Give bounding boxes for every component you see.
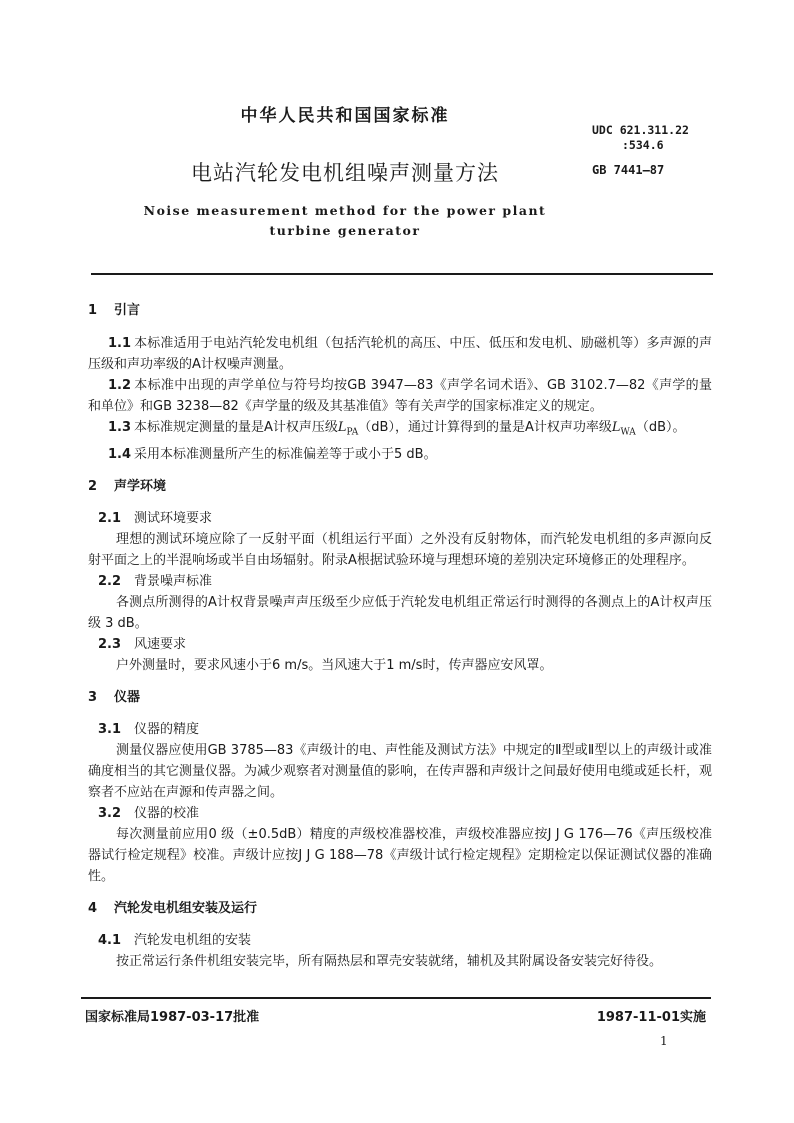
section-title: 引言 [114, 303, 141, 318]
clause-text: （dB）。 [635, 420, 686, 435]
clause-number: 1.4 [108, 446, 132, 462]
symbol-letter: L [337, 420, 347, 435]
symbol-subscript: PA [346, 427, 359, 438]
clause-2-3-heading [88, 634, 712, 655]
clause-1-1 [88, 333, 712, 375]
clause-3-1-heading [88, 719, 712, 740]
clause-number: 1.3 [108, 420, 132, 435]
clause-number: 2.1 [98, 510, 122, 526]
section-4-heading [88, 898, 712, 919]
clause-text: 采用本标准测量所产生的标准偏差等于或小于5 dB。 [134, 446, 437, 462]
title-en-line-2: turbine generator [269, 223, 421, 238]
clause-number: 3.1 [98, 721, 122, 737]
clause-number: 2.3 [98, 636, 122, 652]
section-number: 1 [88, 303, 98, 318]
clause-title: 汽轮发电机组的安装 [134, 932, 252, 948]
clause-4-1-heading [88, 930, 712, 951]
clause-1-3 [88, 417, 712, 444]
document-title-cn: 电站汽轮发电机组噪声测量方法 [191, 161, 499, 185]
standard-category-title: 中华人民共和国国家标准 [240, 106, 450, 126]
effective-date: 1987-11-01实施 [596, 1010, 706, 1025]
title-en-line-1: Noise measurement method for the power plant [143, 203, 547, 218]
clause-3-2-heading [88, 803, 712, 824]
clause-title: 仪器的精度 [134, 721, 200, 737]
document-body [88, 300, 712, 972]
clause-text: 本标准中出现的声学单位与符号均按GB 3947—83《声学名词术语》、GB 3102.7—82《声学的量和单位》和GB 3238—82《声学量的级及其基准值》等有关声学的国家标准定义的规定。 [88, 378, 712, 414]
clause-2-2-text: 各测点所测得的A计权背景噪声声压级至少应低于汽轮发电机组正常运行时测得的各测点上的A计权声压级 3 dB。 [88, 594, 712, 631]
section-2-heading [88, 476, 712, 497]
clause-number: 1.2 [108, 378, 132, 393]
clause-number: 3.2 [98, 805, 122, 821]
approval-date: 国家标准局1987-03-17批准 [85, 1010, 260, 1025]
clause-1-4 [88, 444, 712, 465]
clause-text: 本标准适用于电站汽轮发电机组（包括汽轮机的高压、中压、低压和发电机、励磁机等）多声源的声压级和声功率级的A计权噪声测量。 [88, 336, 712, 372]
section-1-heading [88, 300, 712, 321]
symbol-lpa [337, 420, 359, 438]
clause-title: 仪器的校准 [134, 805, 200, 821]
section-title: 汽轮发电机组安装及运行 [114, 900, 258, 916]
clause-number: 4.1 [98, 932, 122, 948]
section-title: 声学环境 [114, 478, 167, 494]
section-number: 3 [88, 689, 98, 705]
clause-3-2-text: 每次测量前应用0 级（±0.5dB）精度的声级校准器校准，声级校准器应按J J G 176—76《声压级校准器试行检定规程》校准。声级计应按J J G 188—78《声级计试行检定规程》定期检定以保证测试仪器的准确性。 [88, 826, 712, 884]
section-3-heading [88, 687, 712, 708]
section-number: 2 [88, 478, 98, 494]
clause-text: （dB），通过计算得到的量是A计权声功率级 [358, 420, 612, 435]
gb-number: GB 7441—87 [592, 163, 665, 177]
clause-3-1-text: 测量仪器应使用GB 3785—83《声级计的电、声性能及测试方法》中规定的Ⅱ型或Ⅱ型以上的声级计或准确度相当的其它测量仪器。为减少观察者对测量值的影响，在传声器和声级计之间最好使用电缆或延长杆，观察者不应站在声源和传声器之间。 [88, 742, 713, 800]
symbol-subscript: WA [620, 427, 636, 438]
document-title-en [0, 201, 690, 241]
page-number: 1 [660, 1034, 668, 1048]
clause-2-2-heading [88, 571, 712, 592]
section-title: 仪器 [114, 689, 141, 705]
udc-line-1: UDC 621.311.22 [592, 123, 689, 137]
header-divider [91, 273, 713, 275]
clause-2-1-text: 理想的测试环境应除了一反射平面（机组运行平面）之外没有反射物体，而汽轮发电机组的多声源向反射平面之上的半混响场或半自由场辐射。附录A根据试验环境与理想环境的差别决定环境修正的处理程序。 [88, 531, 712, 568]
clause-title: 测试环境要求 [134, 510, 213, 526]
footer-divider [81, 997, 711, 999]
clause-number: 2.2 [98, 573, 122, 589]
symbol-letter: L [611, 420, 621, 435]
symbol-lwa [611, 420, 636, 438]
clause-number: 1.1 [108, 336, 132, 351]
clause-1-2 [88, 375, 712, 417]
clause-text: 本标准规定测量的量是A计权声压级 [134, 420, 338, 435]
clause-4-1-text: 按正常运行条件机组安装完毕，所有隔热层和罩壳安装就绪，辅机及其附属设备安装完好待役。 [116, 953, 663, 969]
clause-title: 背景噪声标准 [134, 573, 213, 589]
udc-code [592, 123, 689, 153]
clause-title: 风速要求 [134, 636, 187, 652]
clause-2-1-heading [88, 508, 712, 529]
udc-line-2: :534.6 [622, 138, 664, 152]
clause-2-3-text: 户外测量时，要求风速小于6 m/s。当风速大于1 m/s时，传声器应安风罩。 [116, 657, 553, 673]
section-number: 4 [88, 900, 98, 916]
